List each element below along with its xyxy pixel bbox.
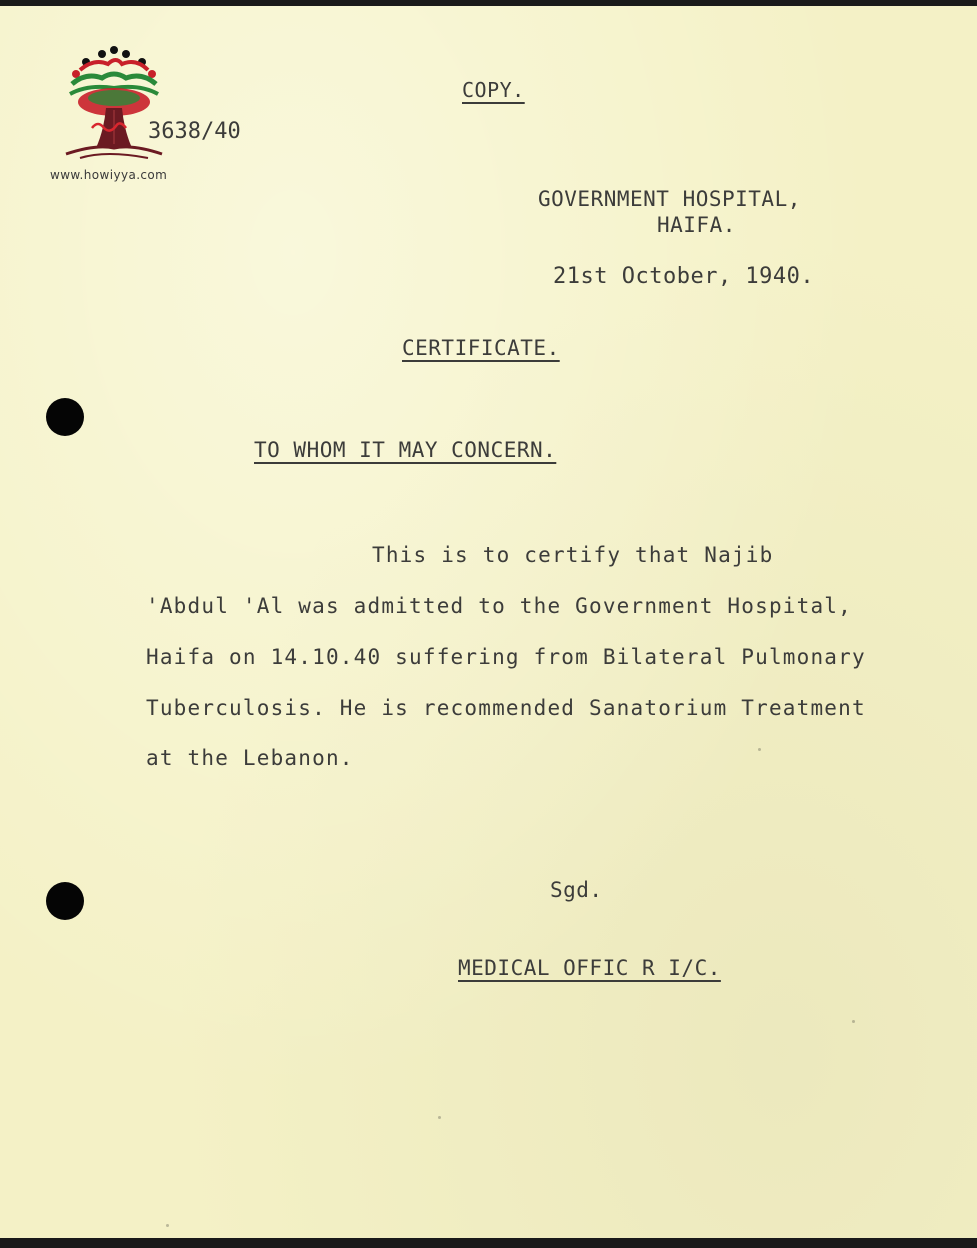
body-line-2: 'Abdul 'Al was admitted to the Government Hospital, (146, 594, 852, 618)
logo-url: www.howiyya.com (50, 168, 168, 182)
document-page (0, 6, 977, 1238)
signatory: MEDICAL OFFIC R I/C. (458, 956, 721, 980)
body-line-4: Tuberculosis. He is recommended Sanatorium Treatment (146, 696, 866, 720)
paper-speck (438, 1116, 441, 1119)
signature: Sgd. (550, 878, 603, 902)
body-line-3: Haifa on 14.10.40 suffering from Bilateral Pulmonary (146, 645, 866, 669)
paper-speck (166, 1224, 169, 1227)
address-line-2: HAIFA. (657, 213, 736, 237)
address-line-1: GOVERNMENT HOSPITAL, (538, 187, 801, 211)
punch-hole-bottom (46, 882, 84, 920)
punch-hole-top (46, 398, 84, 436)
heading-copy: COPY. (462, 78, 525, 102)
howiyya-tree-logo-icon (56, 44, 166, 164)
date: 21st October, 1940. (553, 264, 815, 289)
body-line-5: at the Lebanon. (146, 746, 354, 770)
paper-speck (852, 1020, 855, 1023)
salutation: TO WHOM IT MAY CONCERN. (254, 438, 557, 462)
reference-number: 3638/40 (148, 119, 241, 144)
certificate-title: CERTIFICATE. (402, 336, 560, 360)
body-line-1: This is to certify that Najib (372, 543, 774, 567)
paper-speck (758, 748, 761, 751)
